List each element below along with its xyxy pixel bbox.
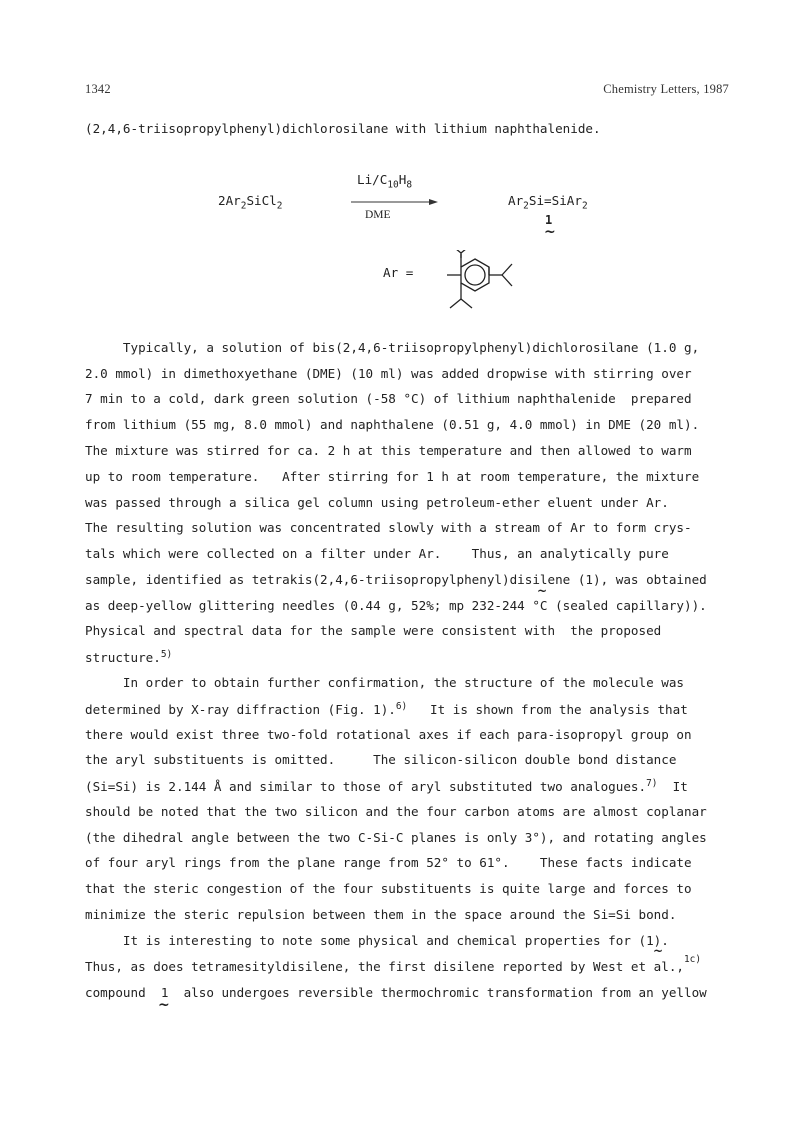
reaction-arrow — [350, 196, 440, 208]
compound-ref-tilde-2: ~ — [653, 944, 664, 958]
compound-ref-tilde-3: ~ — [158, 997, 170, 1013]
scheme-reagent-solvent: DME — [365, 209, 391, 221]
p1-line-11: as deep-yellow glittering needles (0.44 g, 52%; mp 232-244 °C (sealed capillary)). — [85, 598, 707, 613]
compound-underline-tilde: ~ — [544, 224, 556, 240]
p2-line-8: of four aryl rings from the plane range from 52° to 61°. These facts indicate — [85, 855, 692, 870]
p1-line-12: Physical and spectral data for the sample were consistent with the proposed — [85, 623, 662, 638]
p1-line-13: structure.$^{5)}$ — [85, 649, 173, 666]
scheme-reactant: $2Ar_2SiCl_2$ — [218, 193, 283, 212]
aryl-structure-diagram — [430, 250, 530, 330]
p1-line-2: 2.0 mmol) in dimethoxyethane (DME) (10 ml) was added dropwise with stirring over — [85, 366, 692, 381]
ref-1c-superscript: 1c) — [683, 954, 702, 965]
p2-line-6: should be noted that the two silicon and the four carbon atoms are almost coplanar — [85, 804, 707, 819]
p2-line-9: that the steric congestion of the four substituents is quite large and forces to — [85, 881, 692, 896]
p1-line-3: 7 min to a cold, dark green solution (-58 °C) of lithium naphthalenide prepared — [85, 391, 692, 406]
p1-line-1: Typically, a solution of bis(2,4,6-triisopropylphenyl)dichlorosilane (1.0 g, — [85, 340, 700, 355]
p3-line-3: compound 1 also undergoes reversible thermochromic transformation from an yellow — [85, 985, 707, 1000]
p2-line-7: (the dihedral angle between the two C-Si-C planes is only 3°), and rotating angles — [85, 830, 707, 845]
ref-5-superscript: 5) — [160, 649, 173, 660]
p2-line-2: determined by X-ray diffraction (Fig. 1).$^{6)}$ It is shown from the analysis that — [85, 701, 688, 718]
p2-line-4: the aryl substituents is omitted. The silicon-silicon double bond distance — [85, 752, 677, 767]
p1-line-4: from lithium (55 mg, 8.0 mmol) and naphthalene (0.51 g, 4.0 mmol) in DME (20 ml). — [85, 417, 700, 432]
scheme-product: $Ar_2Si=SiAr_2$ — [508, 193, 588, 212]
isopropyl-top — [440, 245, 470, 259]
journal-running-head: Chemistry Letters, 1987 — [603, 82, 729, 96]
ar-definition-label: Ar = — [383, 265, 414, 280]
p1-line-6: up to room temperature. After stirring for 1 h at room temperature, the mixture — [85, 469, 700, 484]
p2-line-5: (Si=Si) is 2.144 Å and similar to those of aryl substituted two analogues.$^{7)}$ It — [85, 778, 688, 795]
p1-line-7: was passed through a silica gel column using petroleum-ether eluent under Ar. — [85, 495, 669, 510]
compound-number: 1 — [545, 213, 553, 227]
page-number: 1342 — [85, 82, 111, 96]
p1-line-9: tals which were collected on a filter under Ar. Thus, an analytically pure — [85, 546, 669, 561]
scheme-reagent-top: $Li/C_{10}H_8$ — [357, 172, 412, 191]
p3-line-2: Thus, as does tetramesityldisilene, the first disilene reported by West et al.,$^{1c)}$ — [85, 954, 702, 975]
ref-7-superscript: 7) — [646, 778, 658, 789]
p2-line-10: minimize the steric repulsion between them in the space around the Si=Si bond. — [85, 907, 677, 922]
p3-line-1: It is interesting to note some physical and chemical properties for (1). — [85, 933, 669, 948]
p2-line-1: In order to obtain further confirmation, the structure of the molecule was — [85, 675, 684, 690]
ref-6-superscript: 6) — [395, 701, 408, 712]
intro-line: (2,4,6-triisopropylphenyl)dichlorosilane with lithium naphthalenide. — [85, 121, 601, 136]
p2-line-3: there would exist three two-fold rotational axes if each para-isopropyl group on — [85, 727, 692, 742]
p1-line-10: sample, identified as tetrakis(2,4,6-triisopropylphenyl)disilene (1), was obtained — [85, 572, 707, 587]
p1-line-8: The resulting solution was concentrated slowly with a stream of Ar to form crys- — [85, 520, 692, 535]
aromatic-circle — [465, 265, 485, 285]
p1-line-5: The mixture was stirred for ca. 2 h at this temperature and then allowed to warm — [85, 443, 692, 458]
compound-ref-tilde: ~ — [537, 584, 548, 598]
